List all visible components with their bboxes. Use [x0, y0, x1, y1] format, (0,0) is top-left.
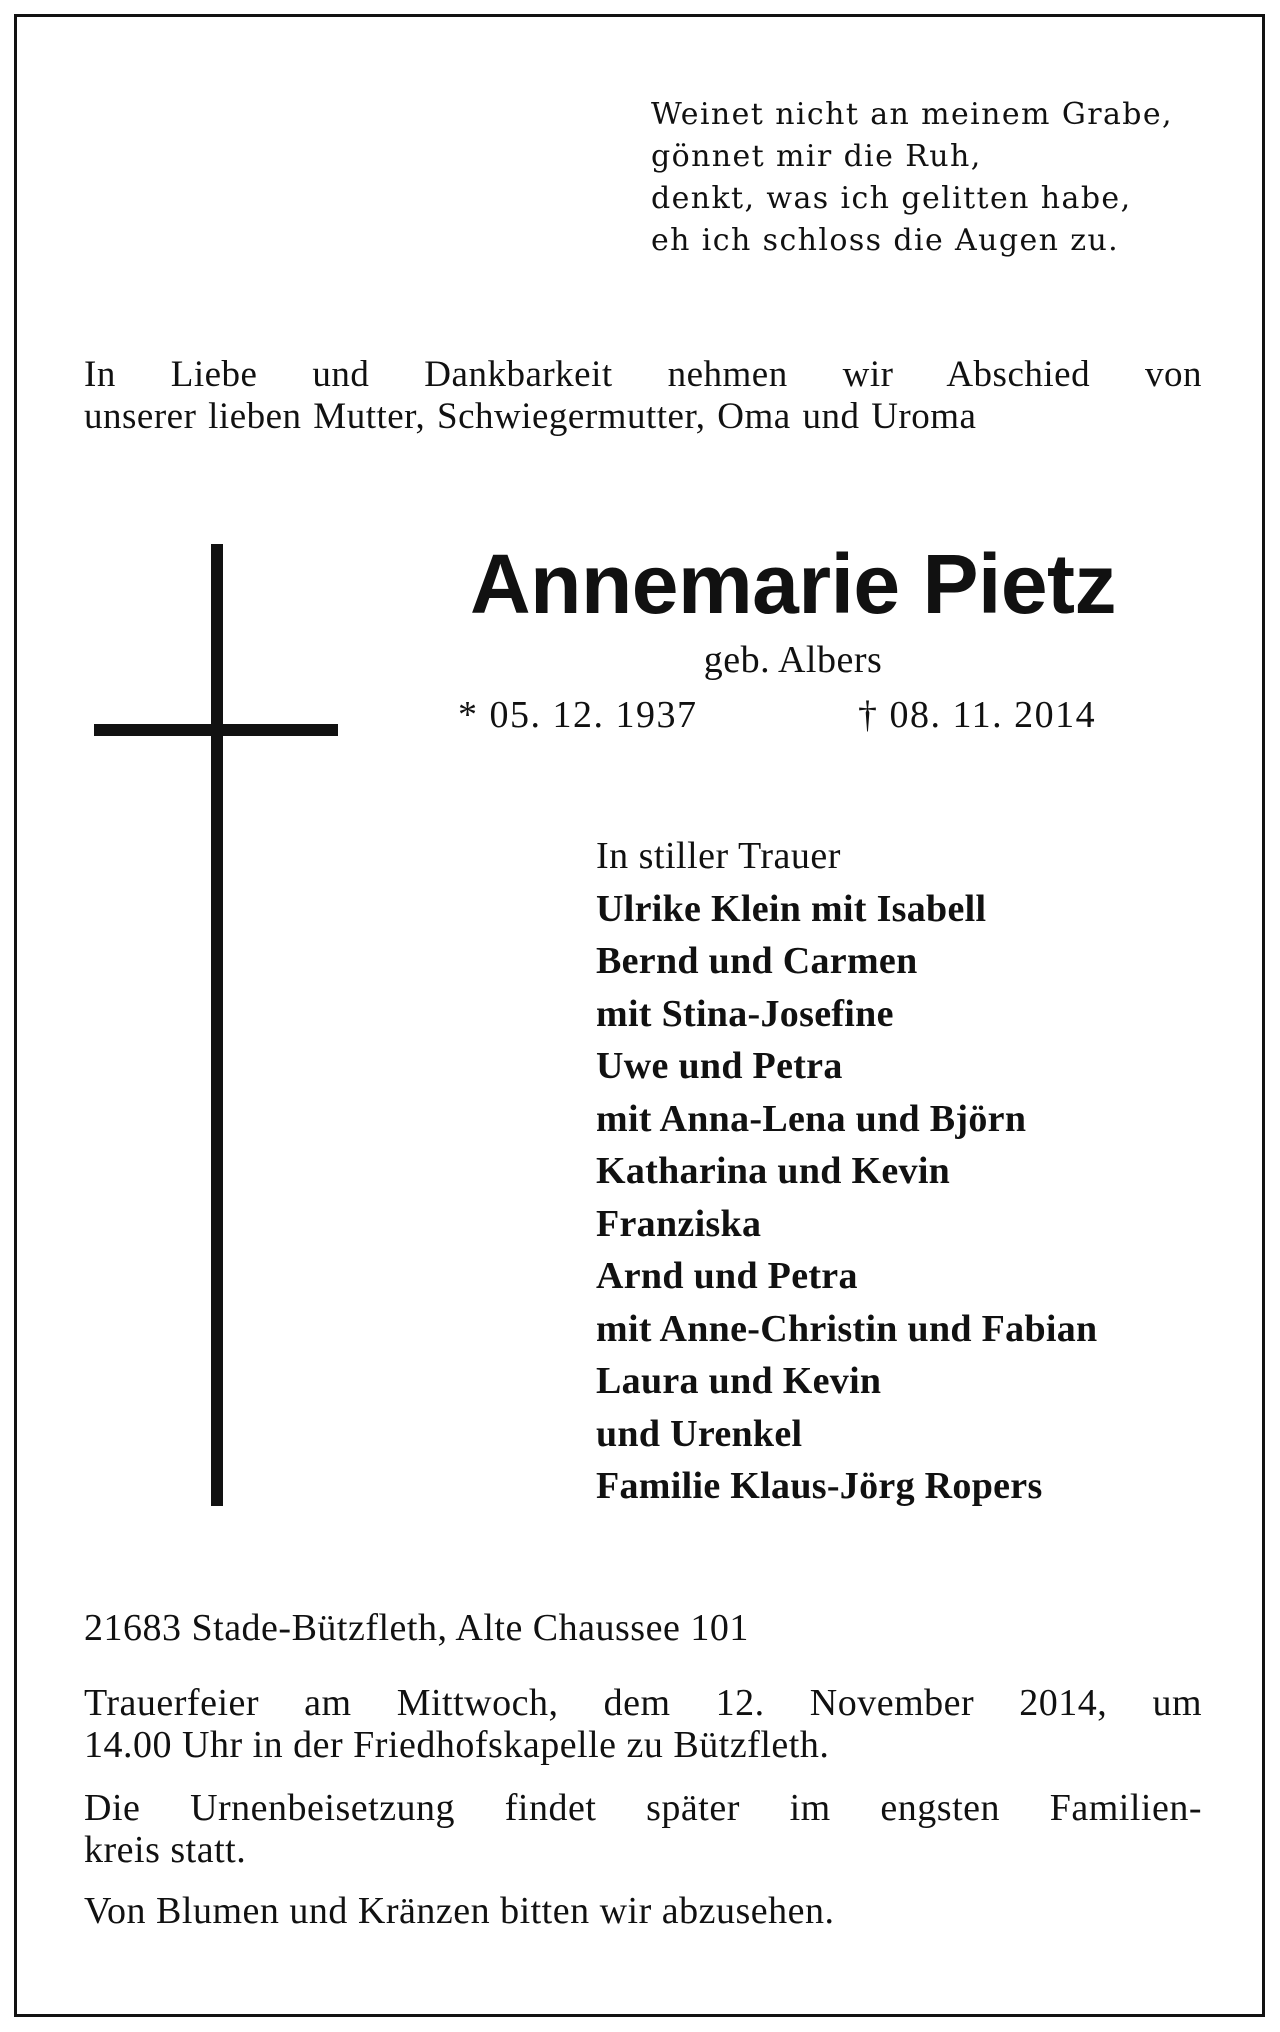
farewell-intro-line: In Liebe und Dankbarkeit nehmen wir Abschied von — [84, 354, 1202, 395]
urn-burial-line: kreis statt. — [84, 1829, 247, 1871]
mourner-line: und Urenkel — [596, 1412, 803, 1455]
mourners-list — [596, 830, 1097, 1513]
mourner-line: mit Stina-Josefine — [596, 992, 894, 1035]
poem-line: eh ich schloss die Augen zu. — [651, 223, 1120, 258]
deceased-name: Annemarie Pietz — [469, 537, 1117, 631]
flowers-notice — [84, 1890, 1202, 1932]
urn-burial-notice — [84, 1787, 1202, 1871]
farewell-intro-line: unserer lieben Mutter, Schwiegermutter, Oma und Uroma — [84, 396, 977, 437]
urn-burial-line: Die Urnenbeisetzung findet später im engsten Familien- — [84, 1787, 1202, 1829]
mourners-intro: In stiller Trauer — [596, 835, 841, 877]
mourner-line: Franziska — [596, 1202, 762, 1245]
death-date: † 08. 11. 2014 — [858, 694, 1097, 736]
deceased-birth-name: geb. Albers — [703, 639, 883, 681]
funeral-service-notice — [84, 1682, 1202, 1766]
flowers-line: Von Blumen und Kränzen bitten wir abzusehen. — [84, 1890, 835, 1932]
mourner-line: Ulrike Klein mit Isabell — [596, 887, 987, 930]
mourner-line: Arnd und Petra — [596, 1255, 858, 1297]
mourner-line: mit Anna-Lena und Björn — [596, 1097, 1027, 1140]
cross-icon-bar — [94, 724, 338, 736]
mourner-line: Laura und Kevin — [596, 1360, 882, 1402]
mourner-line: Bernd und Carmen — [596, 940, 918, 982]
funeral-service-line: Trauerfeier am Mittwoch, dem 12. November 2014, um — [84, 1682, 1202, 1724]
poem-line: gönnet mir die Ruh, — [651, 139, 982, 174]
funeral-service-line: 14.00 Uhr in der Friedhofskapelle zu Bützfleth. — [84, 1724, 830, 1766]
birth-date: * 05. 12. 1937 — [458, 694, 698, 736]
poem-line: denkt, was ich gelitten habe, — [651, 181, 1132, 216]
cross-icon — [211, 544, 223, 1506]
mourner-line: Uwe und Petra — [596, 1045, 843, 1087]
mourner-line: Familie Klaus-Jörg Ropers — [596, 1465, 1043, 1507]
family-address: 21683 Stade-Bützfleth, Alte Chaussee 101 — [84, 1607, 749, 1649]
poem-line: Weinet nicht an meinem Grabe, — [651, 97, 1173, 132]
poem-verse — [651, 94, 1173, 262]
mourner-line: mit Anne-Christin und Fabian — [596, 1307, 1098, 1350]
mourner-line: Katharina und Kevin — [596, 1150, 951, 1192]
farewell-intro — [84, 354, 1202, 438]
